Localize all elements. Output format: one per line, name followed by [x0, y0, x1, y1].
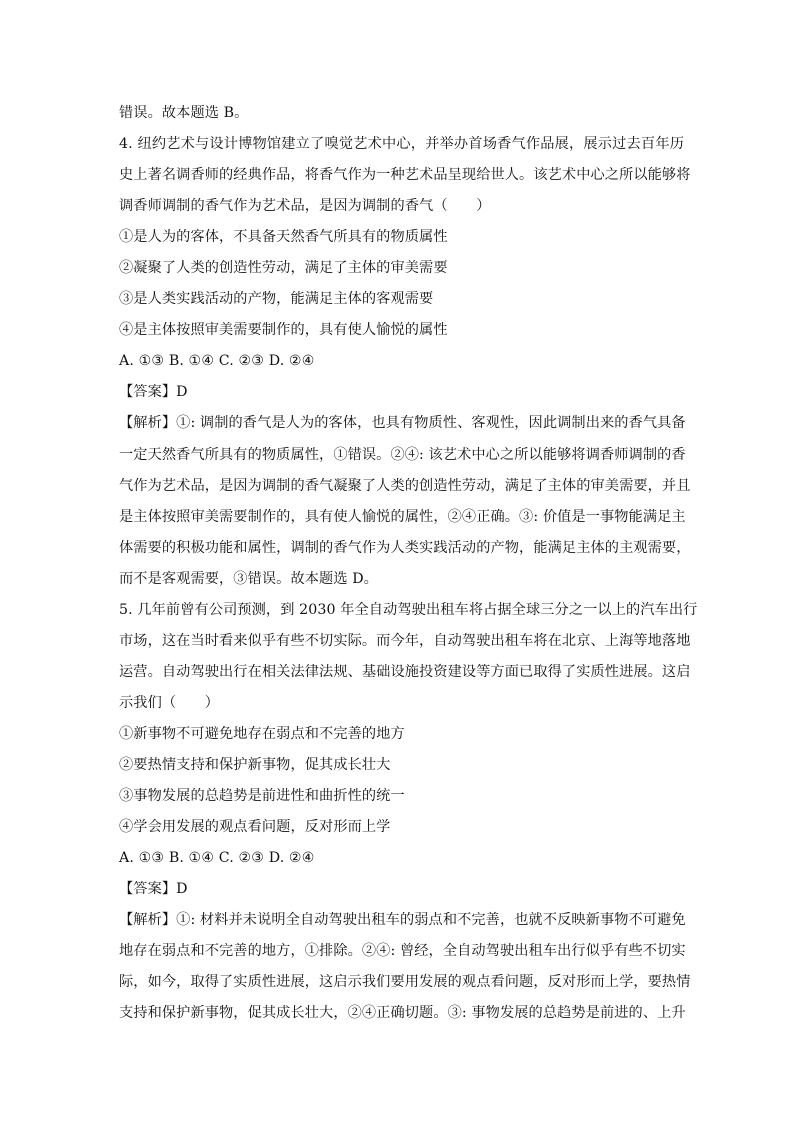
question-4-analysis: 体需要的积极功能和属性，调制的香气作为人类实践活动的产物，能满足主体的主观需要， — [119, 539, 691, 556]
question-4-analysis: 一定天然香气所具有的物质属性，①错误。②④: 该艺术中心之所以能够将调香师调制的香 — [119, 446, 686, 463]
question-4-stem: 史上著名调香师的经典作品，将香气作为一种艺术品呈现给世人。该艺术中心之所以能够将 — [119, 167, 691, 184]
question-4-stem: 调香师调制的香气作为艺术品，是因为调制的香气（ ） — [119, 198, 491, 215]
question-5-stem: 5. 几年前曾有公司预测，到 2030 年全自动驾驶出租车将占据全球三分之一以上的汽车出行 — [119, 601, 698, 618]
question-4-option: ④是主体按照审美需要制作的，具有使人愉悦的属性 — [119, 322, 448, 339]
question-5-stem: 市场，这在当时看来似乎有些不切实际。而今年，自动驾驶出租车将在北京、上海等地落地 — [119, 632, 691, 649]
question-5-option: ①新事物不可避免地存在弱点和不完善的地方 — [119, 725, 405, 742]
question-5-option: ③事物发展的总趋势是前进性和曲折性的统一 — [119, 788, 405, 805]
question-5-analysis: 支持和保护新事物，促其成长壮大，②④正确切题。③: 事物发展的总趋势是前进的、上升 — [119, 1005, 686, 1022]
question-4-option: ②凝聚了人类的创造性劳动，满足了主体的审美需要 — [119, 260, 448, 277]
question-5-analysis: 际，如今，取得了实质性进展，这启示我们要用发展的观点看问题，反对形而上学，要热情 — [119, 974, 691, 991]
document-body — [119, 98, 698, 1029]
question-4-choices: A. ①③ B. ①④ C. ②③ D. ②④ — [119, 353, 315, 370]
question-5-stem: 运营。自动驾驶出行在相关法律法规、基础设施投资建设等方面已取得了实质性进展。这启 — [119, 663, 691, 680]
question-5-stem: 示我们（ ） — [119, 694, 220, 711]
question-5-analysis: 【解析】①: 材料并未说明全自动驾驶出租车的弱点和不完善，也就不反映新事物不可避免 — [119, 912, 686, 929]
text-line: 错误。故本题选 B。 — [119, 105, 249, 121]
question-4-stem: 4. 纽约艺术与设计博物馆建立了嗅觉艺术中心，并举办首场香气作品展，展示过去百年历 — [119, 136, 684, 153]
question-5-analysis: 地存在弱点和不完善的地方，①排除。②④: 曾经，全自动驾驶出租车出行似乎有些不切实 — [119, 943, 686, 960]
question-4-analysis: 气作为艺术品，是因为调制的香气凝聚了人类的创造性劳动，满足了主体的审美需要，并且 — [119, 477, 691, 494]
question-4-option: ③是人类实践活动的产物，能满足主体的客观需要 — [119, 291, 434, 308]
question-5-choices: A. ①③ B. ①④ C. ②③ D. ②④ — [119, 850, 315, 867]
question-4-analysis: 而不是客观需要，③错误。故本题选 D。 — [119, 570, 378, 587]
question-5-option: ②要热情支持和保护新事物，促其成长壮大 — [119, 756, 391, 773]
question-4-option: ①是人为的客体，不具备天然香气所具有的物质属性 — [119, 229, 448, 246]
question-4-analysis: 【解析】①: 调制的香气是人为的客体，也具有物质性、客观性，因此调制出来的香气具备 — [119, 415, 686, 432]
question-4-analysis: 是主体按照审美需要制作的，具有使人愉悦的属性，②④正确。③: 价值是一事物能满足主 — [119, 508, 686, 525]
question-4-answer: 【答案】D — [119, 384, 188, 401]
question-5-answer: 【答案】D — [119, 881, 188, 898]
question-5-option: ④学会用发展的观点看问题，反对形而上学 — [119, 819, 391, 836]
